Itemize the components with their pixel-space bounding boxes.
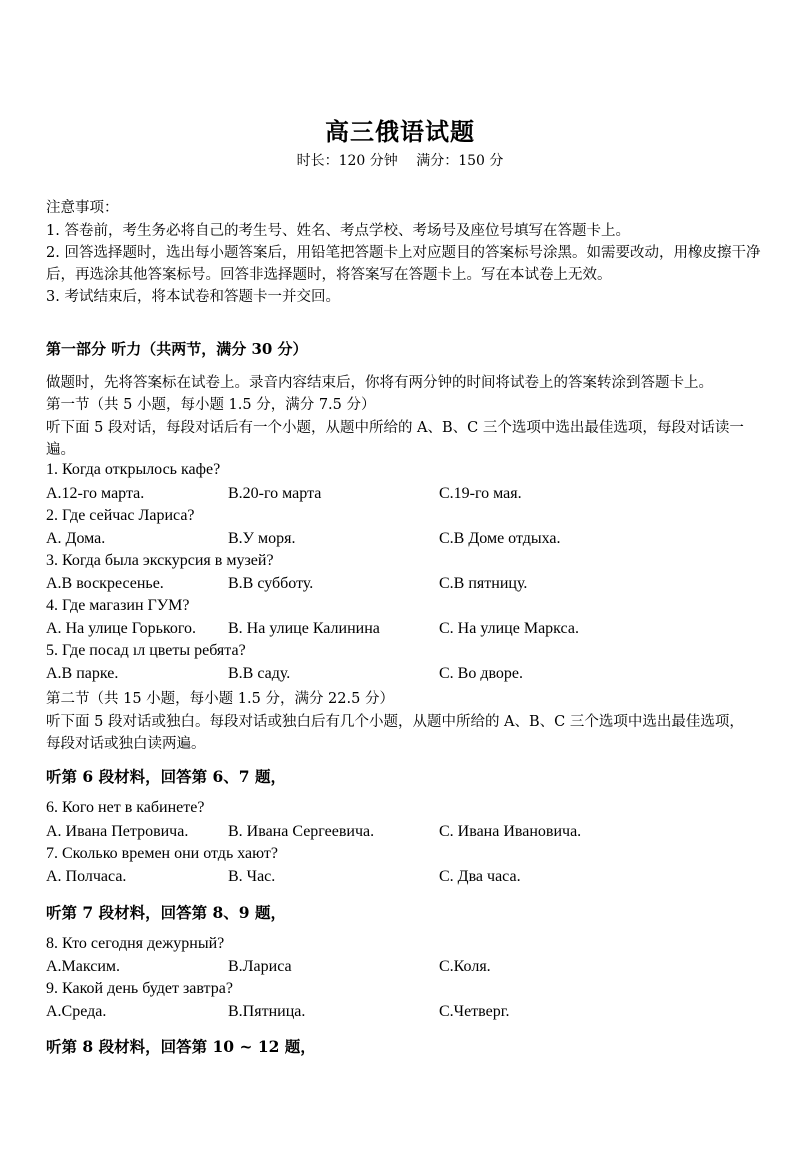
option-b: B.В саду. <box>228 665 291 682</box>
notice-item: 1. 答卷前，考生务必将自己的考生号、姓名、考点学校、考场号及座位号填写在答题卡上。 <box>46 223 630 239</box>
option-b: B. Ивана Сергеевича. <box>228 823 375 840</box>
option-c: C.19-го мая. <box>439 485 522 502</box>
option-b: B. Час. <box>228 868 276 885</box>
option-b: B.В субботу. <box>228 575 314 592</box>
option-b: B.Пятница. <box>228 1003 306 1020</box>
question-text: 1. Когда открылось кафе? <box>46 461 221 478</box>
option-a: A. Ивана Петровича. <box>46 823 189 840</box>
section2-heading: 第二节（共 15 小题，每小题 1.5 分，满分 22.5 分） <box>46 691 394 707</box>
option-a: A.12-го марта. <box>46 485 145 502</box>
option-a: A. Полчаса. <box>46 868 127 885</box>
option-b: B.У моря. <box>228 530 296 547</box>
option-b: B.Лариса <box>228 958 292 975</box>
question-text: 3. Когда была экскурсия в музей? <box>46 552 274 569</box>
question-text: 6. Кого нет в кабинете? <box>46 799 205 816</box>
option-a: A.В воскресенье. <box>46 575 164 592</box>
notice-item: 2. 回答选择题时，选出每小题答案后，用铅笔把答题卡上对应题目的答案标号涂黑。如需要改动，用橡皮擦干净 <box>46 245 761 261</box>
option-b: B. На улице Калинина <box>228 620 380 637</box>
question-text: 5. Где посад ıл цветы ребята? <box>46 642 246 659</box>
option-c: C. Ивана Ивановича. <box>439 823 582 840</box>
listen-instruction: 听第 8 段材料，回答第 10 ~ 12 题， <box>46 1037 316 1056</box>
question-text: 9. Какой день будет завтра? <box>46 980 233 997</box>
listen-instruction: 听第 7 段材料，回答第 8、9 题， <box>46 903 286 922</box>
option-c: C. Во дворе. <box>439 665 524 682</box>
option-c: C.В пятницу. <box>439 575 528 592</box>
option-b: B.20-го марта <box>228 485 322 502</box>
notice-item: 后，再选涂其他答案标号。回答非选择题时，将答案写在答题卡上。写在本试卷上无效。 <box>46 267 612 283</box>
option-c: C. На улице Маркса. <box>439 620 579 637</box>
question-text: 2. Где сейчас Лариса? <box>46 507 195 524</box>
option-a: A.Максим. <box>46 958 121 975</box>
section1-heading: 第一节（共 5 小题，每小题 1.5 分，满分 7.5 分） <box>46 397 376 413</box>
question-text: 4. Где магазин ГУМ? <box>46 597 190 614</box>
option-a: A. Дома. <box>46 530 106 547</box>
part1-intro: 做题时，先将答案标在试卷上。录音内容结束后，你将有两分钟的时间将试卷上的答案转涂到答题卡上。 <box>46 375 713 391</box>
exam-duration-score: 时长：120 分钟 满分：150 分 <box>296 153 504 169</box>
question-text: 7. Сколько времен они отдь хают? <box>46 845 278 862</box>
option-c: C. Два часа. <box>439 868 521 885</box>
option-c: C.Коля. <box>439 958 491 975</box>
option-a: A.Среда. <box>46 1003 107 1020</box>
part1-heading: 第一部分 听力（共两节，满分 30 分） <box>46 340 308 358</box>
option-a: A.В парке. <box>46 665 119 682</box>
section2-instruction: 听下面 5 段对话或独白。每段对话或独白后有几个小题，从题中所给的 A、B、C 三个选项中选出最佳选项， <box>46 714 744 730</box>
listen-instruction: 听第 6 段材料，回答第 6、7 题， <box>46 767 286 786</box>
notice-heading: 注意事项： <box>46 200 119 216</box>
section1-instruction: 听下面 5 段对话，每段对话后有一个小题，从题中所给的 A、B、C 三个选项中选出最佳选项，每段对话读一 <box>46 420 744 436</box>
option-c: C.Четверг. <box>439 1003 510 1020</box>
notice-item: 3. 考试结束后，将本试卷和答题卡一并交回。 <box>46 289 340 305</box>
option-c: C.В Доме отдыха. <box>439 530 561 547</box>
page-title: 高三俄语试题 <box>325 117 475 146</box>
section2-instruction: 每段对话或独白读两遍。 <box>46 736 206 752</box>
option-a: A. На улице Горького. <box>46 620 196 637</box>
section1-instruction: 遍。 <box>46 442 75 458</box>
question-text: 8. Кто сегодня дежурный? <box>46 935 225 952</box>
